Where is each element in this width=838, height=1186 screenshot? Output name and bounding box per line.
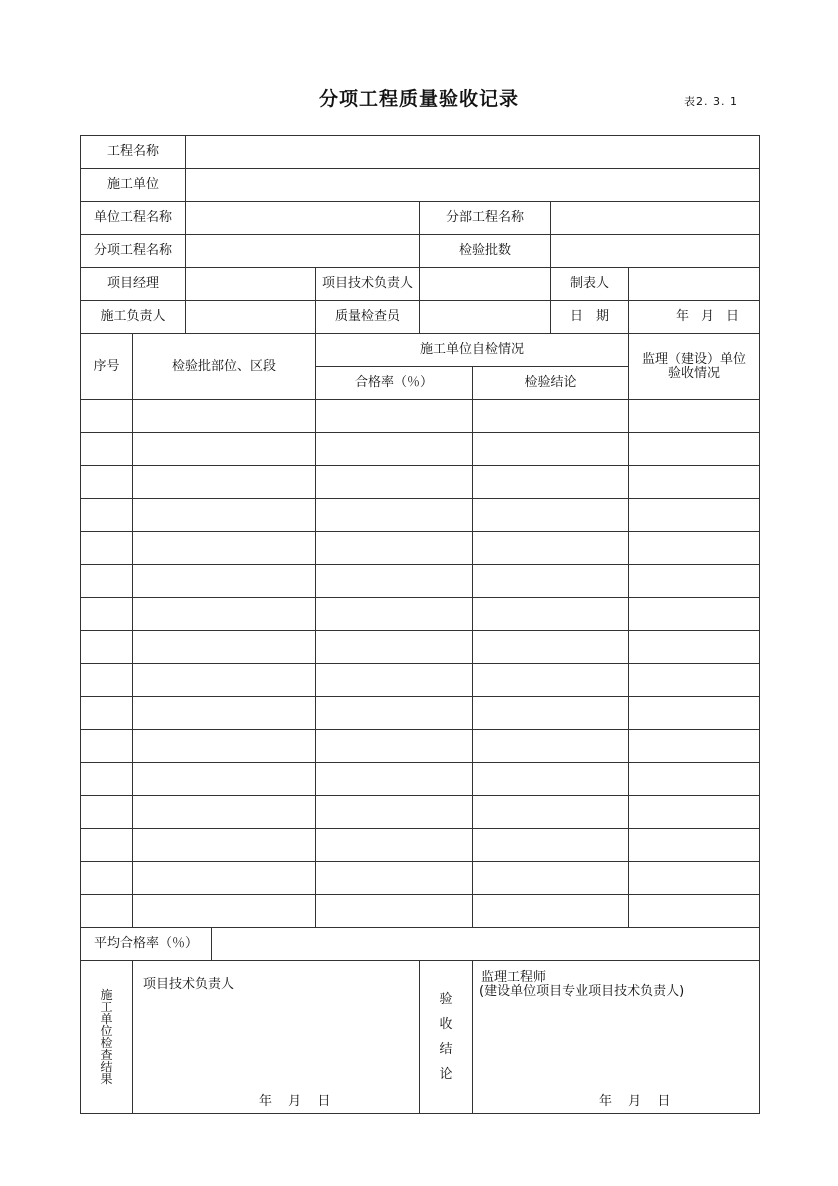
check-result-char: 单 [100,1012,113,1026]
right-date-month: 月 [628,1094,642,1109]
cell-supervision[interactable] [628,762,759,795]
cell-conclusion[interactable] [472,597,628,630]
cell-location[interactable] [132,630,315,663]
cell-supervision[interactable] [628,861,759,894]
construction-lead-field[interactable] [185,300,315,333]
cell-seq[interactable] [80,663,132,696]
cell-seq[interactable] [80,894,132,927]
cell-seq[interactable] [80,795,132,828]
check-result-char: 位 [100,1024,113,1038]
cell-location[interactable] [132,498,315,531]
check-result-char: 果 [100,1072,113,1086]
acceptance-char: 收 [439,1017,453,1032]
cell-location[interactable] [132,531,315,564]
division-project-name-label: 分部工程名称 [419,201,550,234]
avg-pass-rate-field[interactable] [211,927,759,960]
cell-supervision[interactable] [628,630,759,663]
date-year: 年 [675,309,689,325]
cell-supervision[interactable] [628,498,759,531]
cell-pass-rate[interactable] [315,663,472,696]
tabulator-label: 制表人 [550,267,628,300]
cell-conclusion[interactable] [472,531,628,564]
check-result-char: 检 [100,1036,113,1050]
col-header-supervision [628,333,759,399]
right-date-day: 日 [657,1094,671,1109]
cell-conclusion[interactable] [472,465,628,498]
col-header-supervision-line2: 验收情况 [667,365,720,381]
cell-seq[interactable] [80,399,132,432]
cell-seq[interactable] [80,564,132,597]
cell-location[interactable] [132,432,315,465]
cell-pass-rate[interactable] [315,432,472,465]
footer-left-date [253,1095,336,1109]
cell-conclusion[interactable] [472,663,628,696]
cell-location[interactable] [132,795,315,828]
cell-supervision[interactable] [628,795,759,828]
acceptance-char: 结 [439,1042,453,1057]
left-date-month: 月 [288,1094,302,1109]
cell-seq[interactable] [80,432,132,465]
tech-lead-field[interactable] [419,267,550,300]
col-header-seq: 序号 [80,333,132,399]
cell-pass-rate[interactable] [315,894,472,927]
cell-conclusion[interactable] [472,894,628,927]
cell-seq[interactable] [80,696,132,729]
check-result-char: 结 [100,1060,113,1074]
avg-pass-rate-label: 平均合格率（％） [80,927,211,960]
cell-location[interactable] [132,696,315,729]
acceptance-record-form [80,135,760,1114]
acceptance-conclusion-field[interactable] [472,960,759,1113]
construction-check-result-label [80,960,132,1113]
cell-pass-rate[interactable] [315,696,472,729]
tech-lead-label: 项目技术负责人 [315,267,419,300]
cell-conclusion[interactable] [472,564,628,597]
check-result-char: 查 [100,1048,113,1062]
acceptance-char: 论 [439,1067,453,1082]
date-field[interactable] [628,300,759,333]
cell-pass-rate[interactable] [315,795,472,828]
cell-location[interactable] [132,861,315,894]
left-date-year: 年 [259,1094,273,1109]
project-manager-label: 项目经理 [80,267,185,300]
cell-supervision[interactable] [628,399,759,432]
cell-supervision[interactable] [628,663,759,696]
footer-tech-lead-label: 项目技术负责人 [143,977,235,992]
cell-pass-rate[interactable] [315,399,472,432]
cell-pass-rate[interactable] [315,465,472,498]
subitem-project-name-label: 分项工程名称 [80,234,185,267]
supervisor-label: 监理工程师 [481,970,547,985]
cell-conclusion[interactable] [472,828,628,861]
col-header-location: 检验批部位、区段 [132,333,315,399]
batch-count-field[interactable] [550,234,759,267]
cell-location[interactable] [132,729,315,762]
cell-location[interactable] [132,465,315,498]
construction-unit-field[interactable] [185,168,759,201]
check-result-char: 施 [100,988,113,1002]
division-project-name-field[interactable] [550,201,759,234]
cell-supervision[interactable] [628,597,759,630]
cell-supervision[interactable] [628,894,759,927]
cell-seq[interactable] [80,465,132,498]
cell-pass-rate[interactable] [315,498,472,531]
footer-right-date [593,1095,676,1109]
col-header-pass-rate: 合格率（％） [315,366,472,399]
cell-pass-rate[interactable] [315,762,472,795]
cell-conclusion[interactable] [472,762,628,795]
project-manager-field[interactable] [185,267,315,300]
cell-seq[interactable] [80,729,132,762]
cell-pass-rate[interactable] [315,597,472,630]
cell-conclusion[interactable] [472,630,628,663]
tabulator-field[interactable] [628,267,759,300]
left-date-day: 日 [317,1094,331,1109]
cell-conclusion[interactable] [472,795,628,828]
cell-pass-rate[interactable] [315,828,472,861]
unit-project-name-label: 单位工程名称 [80,201,185,234]
cell-supervision[interactable] [628,531,759,564]
cell-conclusion[interactable] [472,498,628,531]
cell-seq[interactable] [80,498,132,531]
batch-count-label: 检验批数 [419,234,550,267]
check-result-char: 工 [100,1000,113,1014]
col-header-supervision-line1: 监理（建设）单位 [641,351,746,367]
cell-conclusion[interactable] [472,861,628,894]
cell-pass-rate[interactable] [315,729,472,762]
cell-location[interactable] [132,399,315,432]
cell-location[interactable] [132,564,315,597]
cell-supervision[interactable] [628,432,759,465]
date-month: 月 [700,309,714,325]
right-date-year: 年 [599,1094,613,1109]
cell-pass-rate[interactable] [315,861,472,894]
acceptance-conclusion-label [419,960,472,1113]
cell-pass-rate[interactable] [315,564,472,597]
cell-location[interactable] [132,597,315,630]
cell-supervision[interactable] [628,828,759,861]
cell-conclusion[interactable] [472,399,628,432]
supervisor-sub-label: (建设单位项目专业项目技术负责人) [479,984,685,999]
construction-check-result-field[interactable] [132,960,419,1113]
cell-conclusion[interactable] [472,432,628,465]
cell-conclusion[interactable] [472,696,628,729]
acceptance-char: 验 [439,992,453,1007]
cell-pass-rate[interactable] [315,630,472,663]
col-header-selfcheck: 施工单位自检情况 [315,333,628,366]
cell-seq[interactable] [80,762,132,795]
cell-seq[interactable] [80,828,132,861]
cell-location[interactable] [132,663,315,696]
construction-lead-label: 施工负责人 [80,300,185,333]
cell-seq[interactable] [80,861,132,894]
project-name-label: 工程名称 [80,135,185,168]
project-name-field[interactable] [185,135,759,168]
cell-supervision[interactable] [628,564,759,597]
cell-supervision[interactable] [628,465,759,498]
cell-location[interactable] [132,762,315,795]
cell-seq[interactable] [80,531,132,564]
cell-seq[interactable] [80,597,132,630]
cell-conclusion[interactable] [472,729,628,762]
cell-location[interactable] [132,828,315,861]
cell-seq[interactable] [80,630,132,663]
cell-supervision[interactable] [628,729,759,762]
date-label: 日 期 [550,300,628,333]
date-day: 日 [725,309,739,325]
subitem-project-name-field[interactable] [185,234,419,267]
quality-inspector-field[interactable] [419,300,550,333]
cell-pass-rate[interactable] [315,531,472,564]
construction-unit-label: 施工单位 [80,168,185,201]
unit-project-name-field[interactable] [185,201,419,234]
col-header-conclusion: 检验结论 [472,366,628,399]
cell-location[interactable] [132,894,315,927]
cell-supervision[interactable] [628,696,759,729]
quality-inspector-label: 质量检查员 [315,300,419,333]
form-number: 表2. 3. 1 [684,95,738,108]
form-title: 分项工程质量验收记录 [318,88,519,110]
